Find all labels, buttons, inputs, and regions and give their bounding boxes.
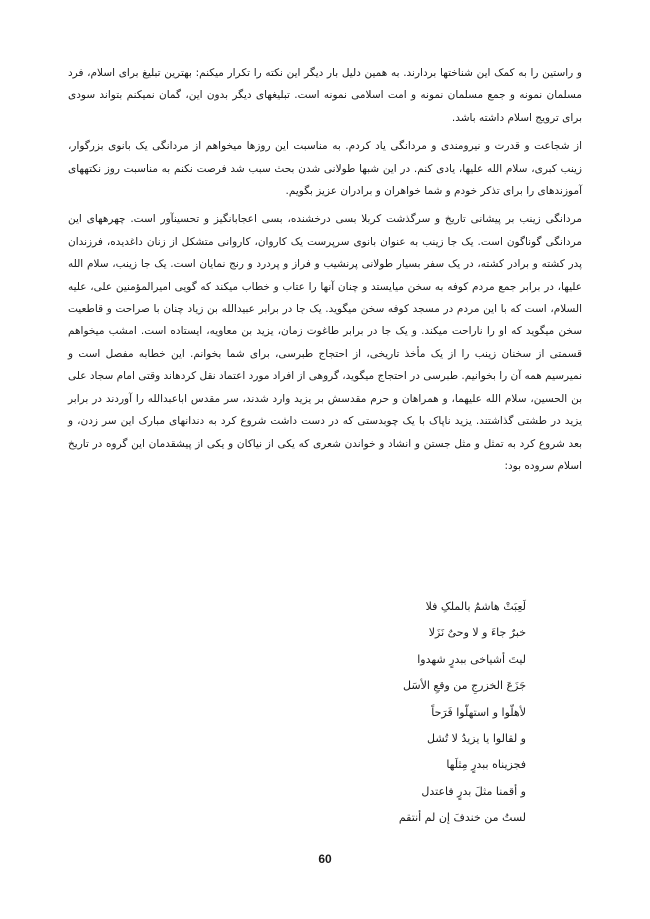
- paragraph-1: و راستین را به کمک این شناختها بردارند. به همین دلیل بار دیگر این نکته را تکرار میکنم: بهترین تبلیغ برای اسلام، فرد مسلمان نمونه و جمع مسلمان نمونه و امت اسلامی نمونه است. تبلیغهای دیگر بدون این، گمان نمیکنم بتواند سودی برای ترویج اسلام داشته باشد.: [68, 67, 582, 124]
- verse-line: و لقالوا یا یزیدُ لا تُشل: [426, 732, 526, 746]
- paragraph-3: مردانگی زینب بر پیشانی تاریخ و سرگذشت کربلا بسی درخشنده، بسی اعجابانگیز و تحسینآور است. چهرههای این مردانگی گوناگون است. یک جا زینب به عنوان بانوی سرپرست یک کاروان، کاروانی متشکل از زنان داغدیده، فرزندان پدر کشته و برادر کشته، در یک سفر بسیار طولانی پرنشیب و فراز و پردرد و رنج نمایان است. یک جا زینب، سلام الله علیها، در برابر جمع مردم کوفه به سخن میایستد و چنان آنها را عتاب و خطاب میکند که گویی امیرالمؤمنین علی، علیه السلام، است که با این مردم در مسجد کوفه سخن میگوید. یک جا در برابر عبیدالله بن زیاد چنان با صراحت و قاطعیت سخن میگوید که او را ناراحت میکند. و یک جا در برابر طاغوت زمان، یزید بن معاویه، ایستاده است. امشب میخواهم قسمتی از سخنان زینب را از یک مأخذ تاریخی، از احتجاج طبرسی، برای شما بخوانم. این خطابه مفصل است و نمیرسیم همه آن را بخوانیم. طبرسی در احتجاج میگوید، گروهی از افراد مورد اعتماد نقل کردهاند وقتی امام سجاد علی بن الحسین، سلام الله علیهما، و همراهان و حرم مقدسش بر یزید وارد شدند، سر مقدس اباعبدالله را آوردند در برابر یزید در طشتی گذاشتند. یزید ناپاک با یک چوبدستی که در دست داشت شروع کرد به دندانهای مبارک این سر زدن، و بعد شروع کرد به تمثل و مثل جستن و انشاد و خواندن شعری که یکی از نیاکان و یکی از پیشقدمان این گروه در تاریخ اسلام سروده بود:: [68, 213, 582, 472]
- paragraph-2: از شجاعت و قدرت و نیرومندی و مردانگی یاد کردم. به مناسبت این روزها میخواهم از مردانگی یک بانوی بزرگوار، زینب کبری، سلام الله علیها، یادی کنم. در این شبها طولانی شدن بحث سبب شد فرصت نکنم به مناسبت روز نکتههای آموزندهای را برای تذکر خودم و شما خواهران و برادران عزیز بگویم.: [68, 140, 582, 198]
- poem-verses: [266, 594, 526, 832]
- body-text: [68, 62, 582, 477]
- page-number: 60: [318, 852, 332, 866]
- verse-line: و أقمنا مثلَ بدرٍ فاعتدل: [421, 784, 526, 798]
- verse-line: لأهلّوا و استهلّوا فَرَحاً: [431, 705, 526, 719]
- verse-line: جَزَعَ الخزرجِ من وقعِ الأسَل: [403, 679, 526, 693]
- verse-line: لستُ من خندفَ إن لم أنتقم: [398, 811, 526, 825]
- verse-line: خبرٌ جاءَ و لا وحیٌ نَزَلا: [428, 626, 526, 640]
- verse-line: لَعِبَتْ هاشمُ بالملکِ فلا: [425, 600, 526, 613]
- verse-line: لیتَ أشیاخی ببدرٍ شهدوا: [417, 652, 526, 666]
- verse-line: فجزیناه ببدرٍ مِثلَها: [446, 758, 526, 772]
